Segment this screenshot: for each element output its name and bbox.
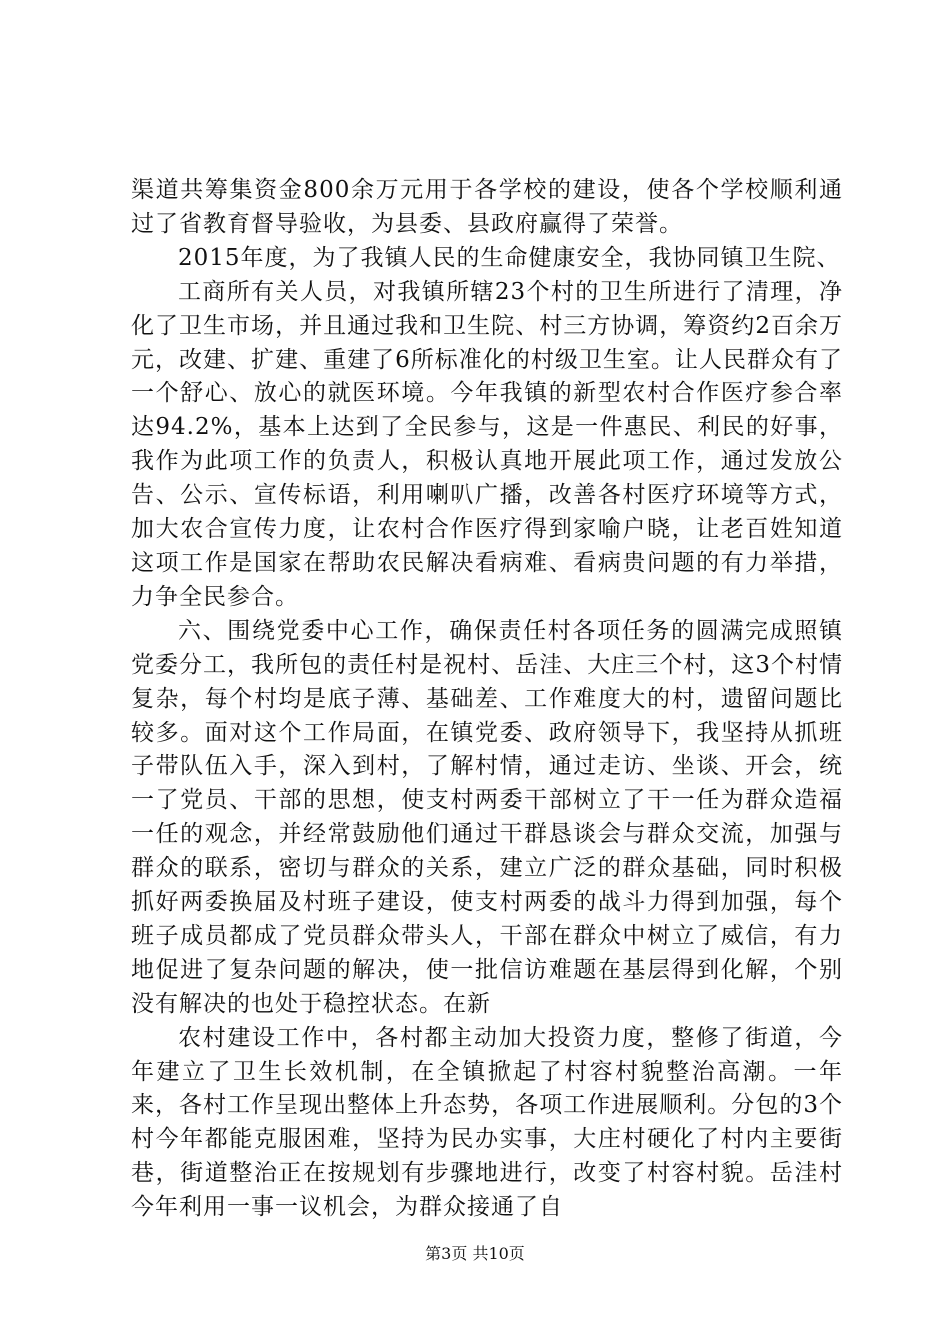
- paragraph-section-six: 六、围绕党委中心工作，确保责任村各项任务的圆满完成照镇党委分工，我所包的责任村是祝村、岳洼、大庄三个村，这3个村情复杂，每个村均是底子薄、基础差、工作难度大的村，遗留问题比较多。面对这个工作局面，在镇党委、政府领导下，我坚持从抓班子带队伍入手，深入到村，了解村情，通过走访、坐谈、开会，统一了党员、干部的思想，使支村两委干部树立了干一任为群众造福一任的观念，并经常鼓励他们通过干群恳谈会与群众交流，加强与群众的联系，密切与群众的关系，建立广泛的群众基础，同时积极抓好两委换届及村班子建设，使支村两委的战斗力得到加强，每个班子成员都成了党员群众带头人，干部在群众中树立了威信，有力地促进了复杂问题的解决，使一批信访难题在基层得到化解，个别没有解决的也处于稳控状态。在新: [131, 617, 843, 1017]
- page-footer: 第3页 共10页: [425, 1244, 525, 1263]
- paragraph-new-countryside: 农村建设工作中，各村都主动加大投资力度，整修了街道，今年建立了卫生长效机制，在全镇掀起了村容村貌整治高潮。一年来，各村工作呈现出整体上升态势，各项工作进展顺利。分包的3个村今年都能克服困难，坚持为民办实事，大庄村硬化了村内主要街巷，街道整治正在按规划有步骤地进行，改变了村容村貌。岳洼村今年利用一事一议机会，为群众接通了自: [131, 1024, 843, 1221]
- paragraph-health-clinics: 工商所有关人员，对我镇所辖23个村的卫生所进行了清理，净化了卫生市场，并且通过我和卫生院、村三方协调，筹资约2百余万元，改建、扩建、重建了6所标准化的村级卫生室。让人民群众有了一个舒心、放心的就医环境。今年我镇的新型农村合作医疗参合率达94.2%，基本上达到了全民参与，这是一件惠民、利民的好事，我作为此项工作的负责人，积极认真地开展此项工作，通过发放公告、公示、宣传标语，利用喇叭广播，改善各村医疗环境等方式，加大农合宣传力度，让农村合作医疗得到家喻户晓，让老百姓知道这项工作是国家在帮助农民解决看病难、看病贵问题的有力举措，力争全民参合。: [131, 278, 843, 610]
- paragraph-school-funding: 渠道共筹集资金800余万元用于各学校的建设，使各个学校顺利通过了省教育督导验收，为县委、县政府赢得了荣誉。: [131, 177, 843, 237]
- document-body: [131, 174, 843, 1225]
- paragraph-health-intro: 2015年度，为了我镇人民的生命健康安全，我协同镇卫生院、: [178, 244, 841, 271]
